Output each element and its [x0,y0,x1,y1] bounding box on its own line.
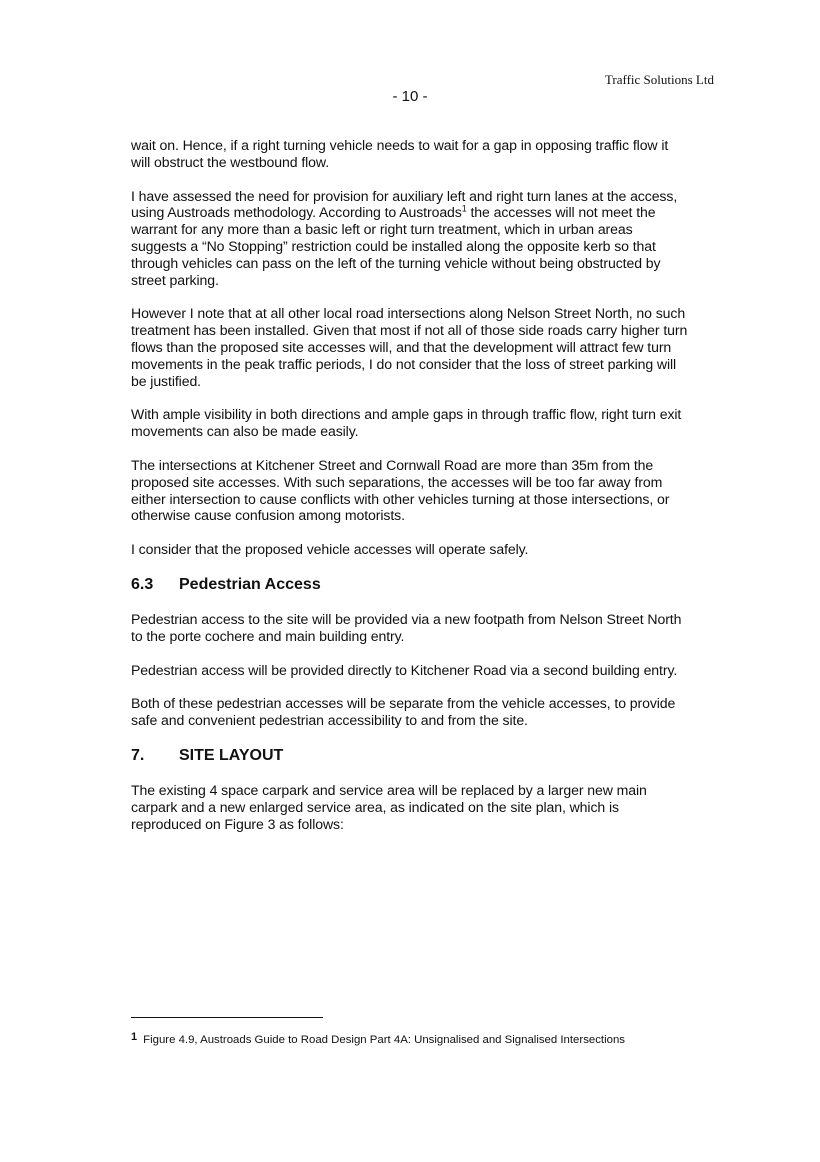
footnote-text: Figure 4.9, Austroads Guide to Road Design Part 4A: Unsignalised and Signalised Intersections [143,1034,625,1046]
paragraph-auxiliary-lanes-start: I have assessed the need for provision for auxiliary left and right turn lanes at the access, using Austroads methodology. According to Austroads [131,187,678,221]
section-title: SITE LAYOUT [179,746,284,764]
footnote-marker: 1 [131,1031,138,1043]
footnote-reference: 1 [461,203,467,214]
paragraph-footpath: Pedestrian access to the site will be provided via a new footpath from Nelson Street North to the porte cochere and main building entry. [131,610,682,644]
section-heading-6-3 [131,575,691,595]
page-number: - 10 - [392,88,428,105]
paragraph-local-intersections: However I note that at all other local road intersections along Nelson Street North, no such treatment has been installed. Given that most if not all of those side roads carry higher turn flows than the proposed site accesses will, and that the development will attract few turn movements in the peak traffic periods, I do not consider that the loss of street parking will be justified. [131,305,688,389]
paragraph-intersection-separation: The intersections at Kitchener Street and Cornwall Road are more than 35m from the proposed site accesses. With such separations, the accesses will be too far away from either intersection to cause conflicts with other vehicles turning at those intersections, or otherwise cause confusion among motorists. [131,456,670,524]
paragraph-auxiliary-lanes-end: the accesses will not meet the warrant for any more than a basic left or right turn treatment, which in urban areas suggests a “No Stopping” restriction could be installed along the opposite kerb so that through vehicles can pass on the left of the turning vehicle without being obstructed by street parking. [131,204,661,288]
paragraph-visibility: With ample visibility in both directions and ample gaps in through traffic flow, right turn exit movements can also be made easily. [131,406,682,440]
section-number: 7. [131,746,145,764]
footnote [131,1029,691,1048]
company-name: Traffic Solutions Ltd [604,72,714,87]
section-number: 6.3 [131,575,154,593]
paragraph-kitchener-entry: Pedestrian access will be provided directly to Kitchener Road via a second building entry. [131,661,678,678]
paragraph-conclusion: I consider that the proposed vehicle accesses will operate safely. [131,541,529,558]
section-heading-7 [131,746,691,766]
paragraph-carpark: The existing 4 space carpark and service area will be replaced by a larger new main carpark and a new enlarged service area, as indicated on the site plan, which is reproduced on Figure 3 as follows: [131,781,647,832]
section-title: Pedestrian Access [179,575,321,593]
paragraph-wait-on: wait on. Hence, if a right turning vehicle needs to wait for a gap in opposing traffic flow it will obstruct the westbound flow. [131,137,669,170]
document-body [131,137,691,849]
footnote-divider [131,1017,323,1018]
paragraph-auxiliary-lanes [131,188,691,289]
paragraph-separate-accesses: Both of these pedestrian accesses will be separate from the vehicle accesses, to provide safe and convenient pedestrian accessibility to and from the site. [131,695,676,729]
